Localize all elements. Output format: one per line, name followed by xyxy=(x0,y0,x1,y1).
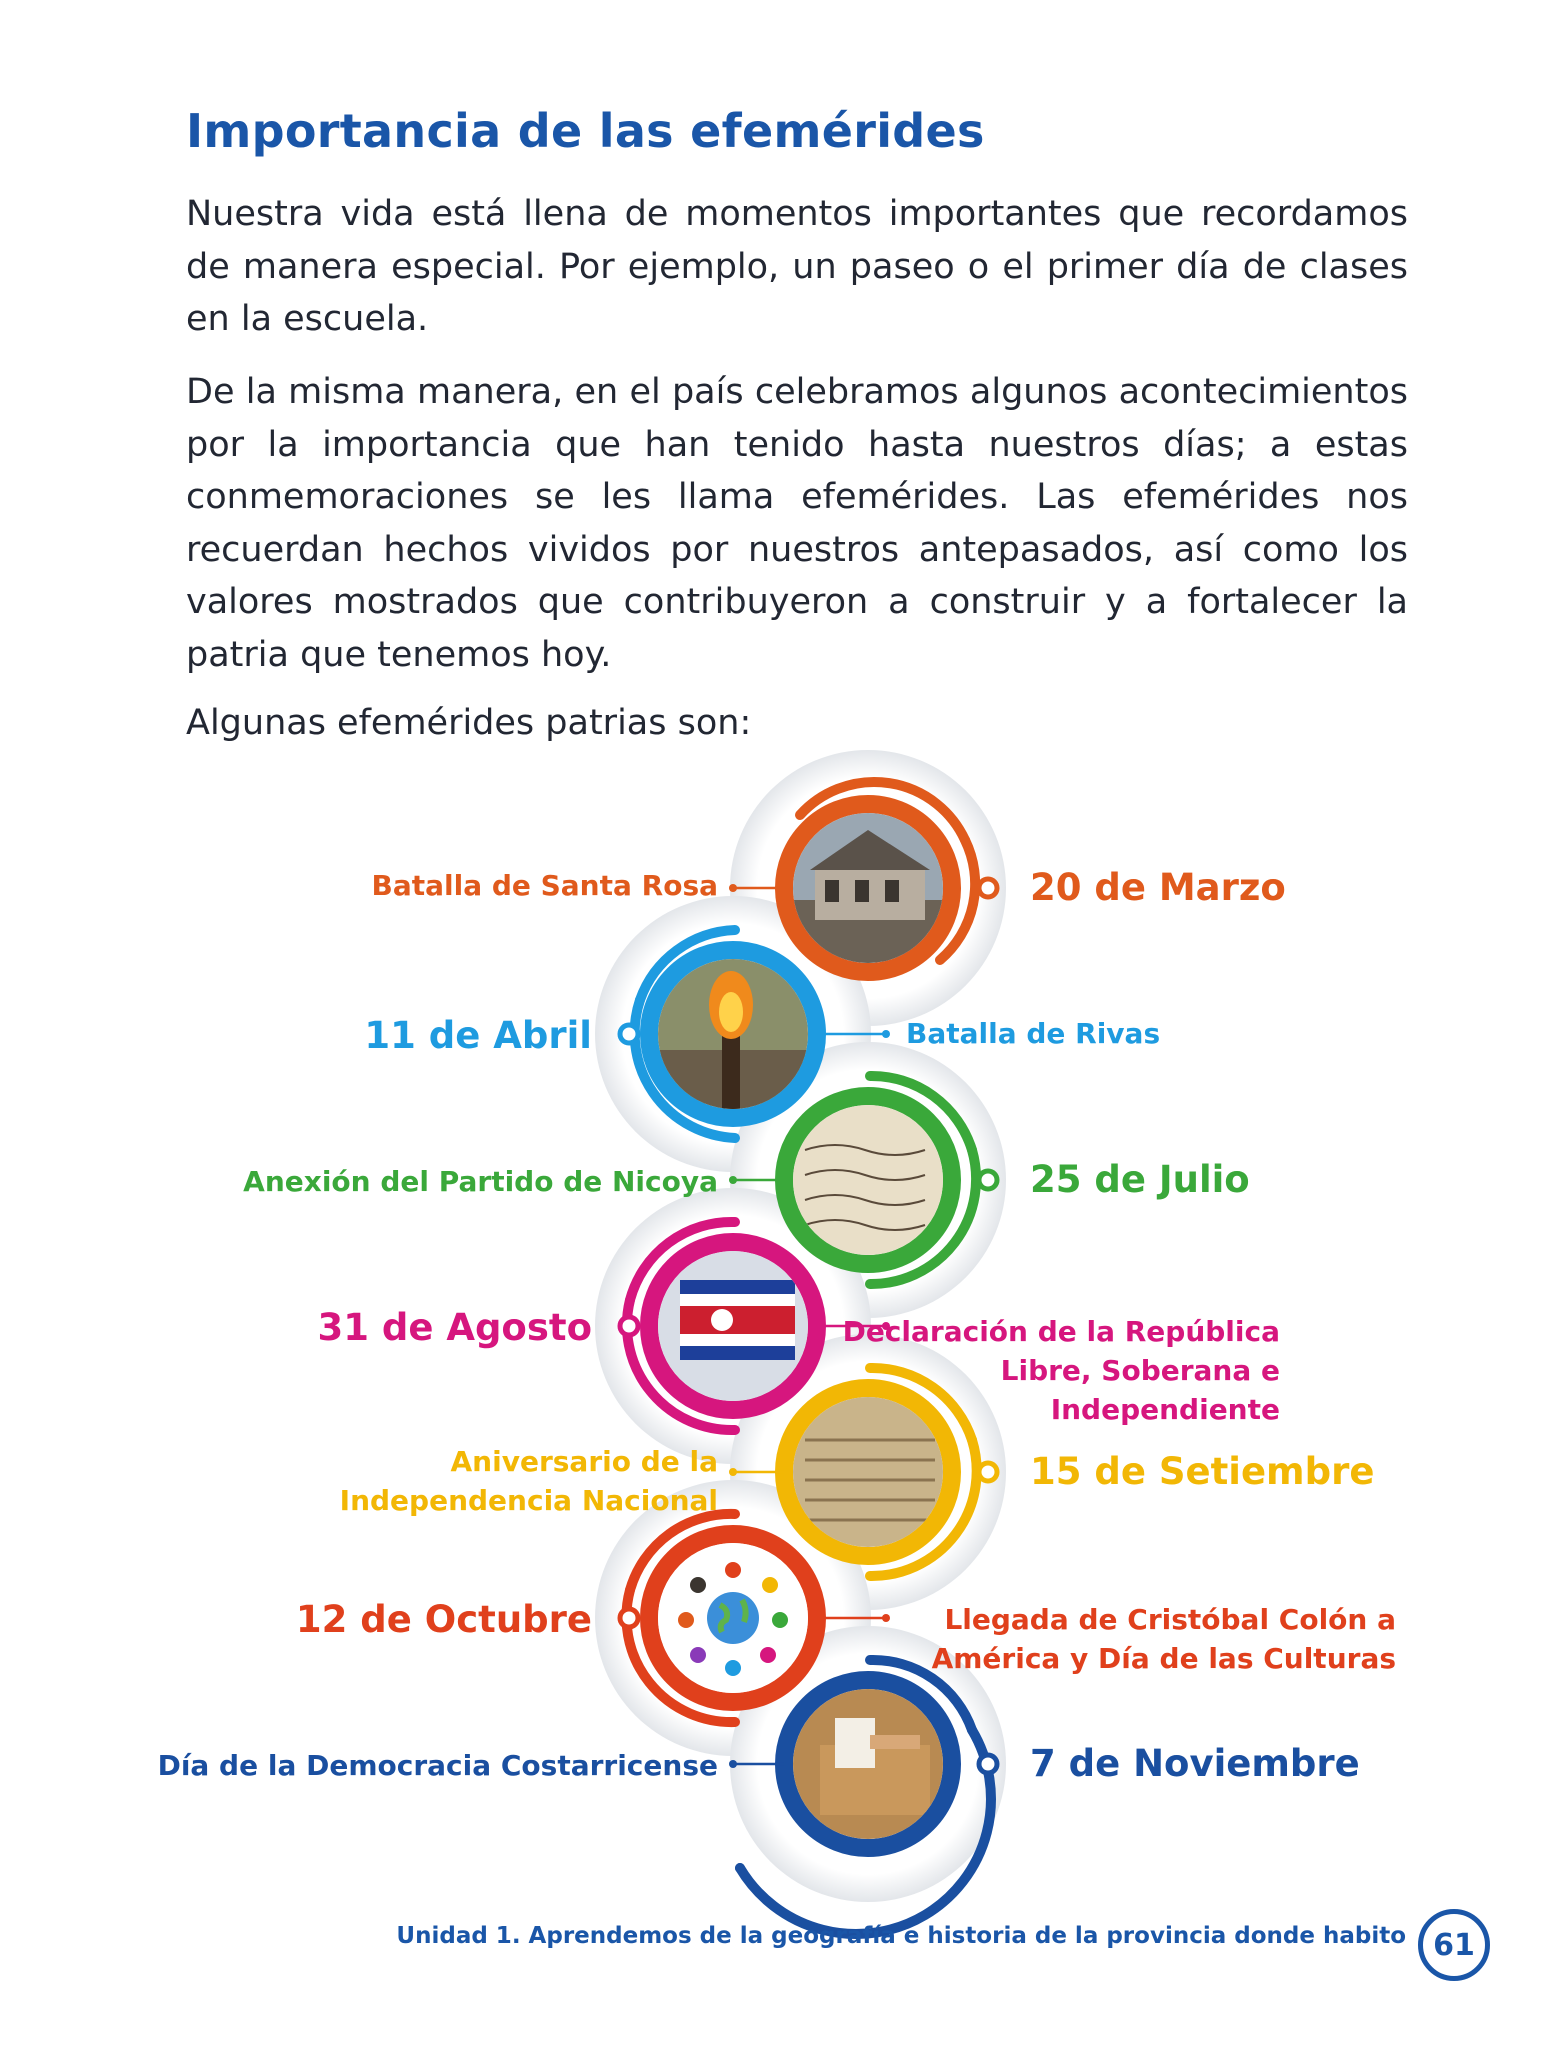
event-label-independencia xyxy=(340,1442,718,1520)
efemerides-paragraph: De la misma manera, en el país celebramos algunos acontecimientos por la importancia que han tenido hasta nuestros días; a estas conmemoraciones se les llama efemérides. Las efemérides nos recuerdan hechos vividos por nuestros antepasados, así como los valores mostrados que contribuyeron a construir y a fortalecer la patria que tenemos hoy. xyxy=(186,372,1408,675)
event-line: Independiente xyxy=(1050,1393,1280,1426)
footer-unit-title: Unidad 1. Aprendemos de la geografía e historia de la provincia donde habito xyxy=(396,1923,1406,1949)
list-intro: Algunas efemérides patrias son: xyxy=(186,703,752,743)
event-line: Declaración de la República xyxy=(842,1315,1280,1348)
event-label-santa-rosa: Batalla de Santa Rosa xyxy=(371,869,718,902)
event-label-democracia: Día de la Democracia Costarricense xyxy=(157,1749,718,1782)
event-line: Libre, Soberana e xyxy=(1000,1354,1280,1387)
event-line: América y Día de las Culturas xyxy=(931,1642,1396,1675)
event-line: Independencia Nacional xyxy=(339,1484,718,1517)
event-line: Aniversario de la xyxy=(450,1445,718,1478)
date-label-julio: 25 de Julio xyxy=(1030,1158,1250,1201)
page-number: 61 xyxy=(1418,1909,1490,1981)
event-line: Llegada de Cristóbal Colón a xyxy=(944,1603,1396,1636)
date-label-abril: 11 de Abril xyxy=(364,1014,592,1057)
event-label-nicoya: Anexión del Partido de Nicoya xyxy=(243,1165,718,1198)
event-label-colon xyxy=(932,1600,1396,1678)
page-title: Importancia de las efemérides xyxy=(186,104,985,158)
event-label-republica xyxy=(843,1312,1280,1429)
date-label-marzo: 20 de Marzo xyxy=(1030,866,1286,909)
event-label-rivas: Batalla de Rivas xyxy=(906,1017,1161,1050)
date-label-noviembre: 7 de Noviembre xyxy=(1030,1742,1360,1785)
date-label-setiembre: 15 de Setiembre xyxy=(1030,1450,1375,1493)
intro-paragraph: Nuestra vida está llena de momentos importantes que recordamos de manera especial. Por ejemplo, un paseo o el primer día de clases en la escuela. xyxy=(186,194,1408,339)
date-label-agosto: 31 de Agosto xyxy=(317,1306,592,1349)
date-label-octubre: 12 de Octubre xyxy=(295,1598,592,1641)
